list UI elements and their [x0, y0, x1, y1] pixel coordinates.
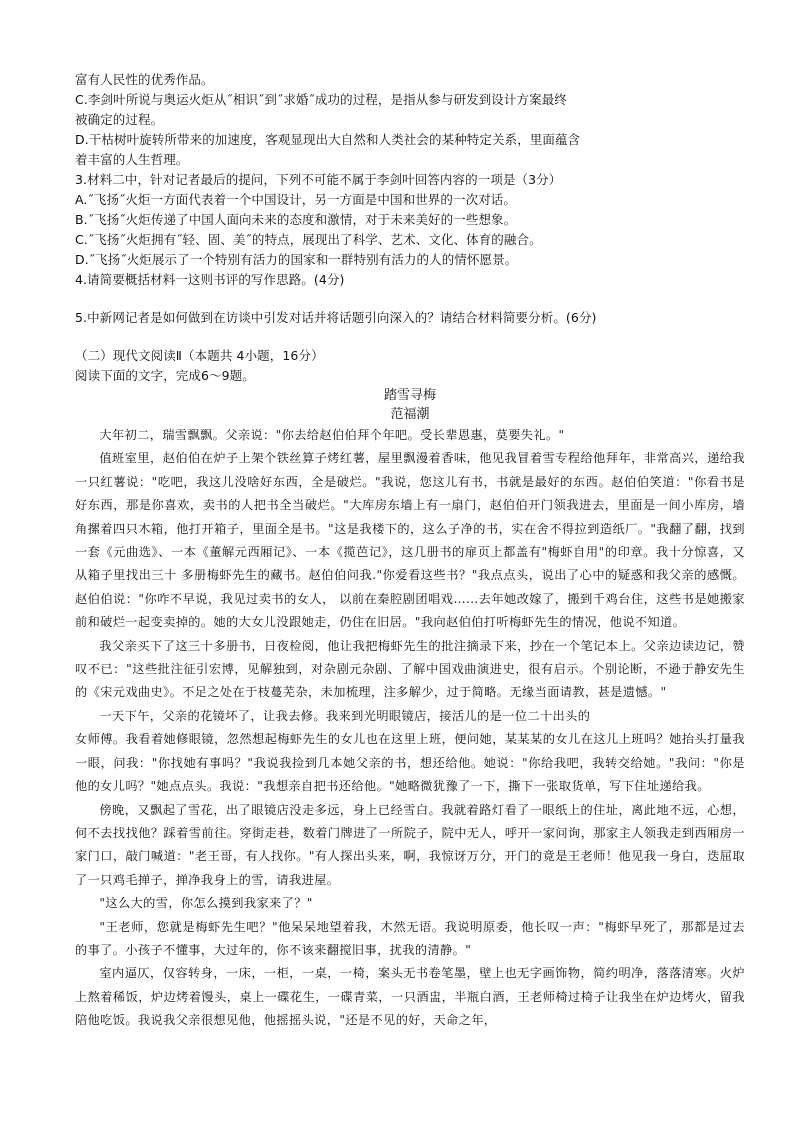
article-author: 范福潮: [390, 407, 430, 422]
question-line: 4.请简要概括材料一这则书评的写作思路。(4分): [75, 272, 345, 287]
article-paragraph: 傍晚，又飘起了雪花，出了眼镜店没走多远，身上已经雪白。我就着路灯看了一眼纸上的住址，离此地不远，心想，何不去找找他？踩着雪前往。穿街走巷，数着门牌进了一所院子，院中无人，呼开一家问询，那家主人领我走到西厢房一家门口，敲门喊道："老王哥，有人找你。"有人探出头来，啊，我惊讶万分，开门的竟是王老师！他见我一身白，迭屈取了一只鸡毛掸子，掸净我身上的雪，请我进屋。: [75, 802, 745, 887]
article-paragraph: 女师傅。我看着她修眼镜，忽然想起梅虾先生的女儿也在这里上班，便问她，某某某的女儿在这儿上班吗？她抬头打量我一眼，问我："你找她有事吗？"我说我捡到几本她父亲的书，想还给他。她说："你给我吧，我转交给她。"我问："你是他的女儿吗？"她点点头。我说："我想亲自把书还给他。"她略微犹豫了一下，撕下一张取货单，写下住址递给我。: [75, 732, 745, 794]
article-paragraph: 室内逼仄，仅容转身，一床，一柜，一桌，一椅，案头无书卷笔墨，壁上也无字画饰物，简约明净，落落清寒。火炉上熬着稀饭，炉边烤着馒头，桌上一碟花生，一碟青菜，一只酒盅，半瓶白酒，王老师椅过椅子让我坐在炉边烤火，留我陪他吃饭。我说我父亲很想见他，他摇摇头说，"还是不见的好，天命之年，: [75, 966, 745, 1028]
article-paragraph: 一天下午，父亲的花镜坏了，让我去修。我来到光明眼镜店，接活儿的是一位二十出头的: [99, 708, 591, 723]
question-line: C.˝飞扬˝火炬拥有˝轻、固、美˝的特点，展现出了科学、艺术、文化、体育的融合。: [75, 232, 542, 247]
question-line: 被确定的过程。: [75, 112, 164, 127]
section-instruction: 阅读下面的文字，完成6～9题。: [75, 368, 255, 383]
article-title: 踏雪寻梅: [383, 388, 436, 403]
question-line: A.˝飞扬˝火炬一方面代表着一个中国设计，另一方面是中国和世界的一次对话。: [75, 192, 517, 207]
article-body: [75, 424, 745, 1033]
section-heading: （二）现代文阅读Ⅱ（本题共 4小题，16分）: [75, 348, 324, 363]
question-5: 5.中新网记者是如何做到在访谈中引发对话并将话题引向深入的？请结合材料简要分析。(6分): [75, 310, 597, 325]
question-line: 富有人民性的优秀作品。: [75, 72, 214, 87]
question-line: D.干枯树叶旋转所带来的加速度，客观显现出大自然和人类社会的某种特定关系，里面蕴含: [75, 132, 581, 147]
article-paragraph: 大年初二，瑞雪飘飘。父亲说："你去给赵伯伯拜个年吧。受长辈恩惠，莫要失礼。": [99, 428, 565, 442]
question-line: 3.材料二中，针对记者最后的提问，下列不可能不属于李剑叶回答内容的一项是（3分）: [75, 172, 562, 187]
question-line: D.˝飞扬˝火炬展示了一个特别有活力的国家和一群特别有活力的人的情怀愿景。: [75, 252, 518, 267]
question-line: C.李剑叶所说与奥运火炬从˝相识˝到˝求婚˝成功的过程，是指从参与研发到设计方案最终: [75, 92, 567, 107]
question-block: [75, 70, 745, 386]
article-paragraph: "这么大的雪，你怎么摸到我家来了？": [99, 896, 313, 911]
question-line: 着丰富的人生哲理。: [75, 152, 189, 167]
question-line: B.˝飞扬˝火炬传递了中国人面向未来的态度和激情，对于未来美好的一些想象。: [75, 212, 517, 227]
article-paragraph: 我父亲买下了这三十多册书，日夜检阅，他让我把梅虾先生的批注摘录下来，抄在一个笔记本上。父亲边读边记，赞叹不已："这些批注征引宏博，见解独到，对杂剧元杂剧、了解中国戏曲演进史，很有启示。个别论断，不逊于静安先生的《宋元戏曲史》。不足之处在于枝蔓芜杂，未加梳理，注多解少，过于简略。无缘当面请教，甚是遗憾。": [75, 638, 745, 700]
article-paragraph: 值班室里，赵伯伯在炉子上架个铁丝算子烤红薯，屋里飘漫着香味，他见我冒着雪专程给他拜年，非常高兴，递给我一只红薯说："吃吧，我这儿没啥好东西，全是破烂。"我说，您这儿有书，书就是最好的东西。赵伯伯笑道："你看书是好东西，那是你喜欢，卖书的人把书全当破烂。"大库房东墙上有一扇门，赵伯伯开门领我进去，里面是一间小库房，墙角摞着四只木箱，他打开箱子，里面全是书。"这是我楼下的，这么子净的书，实在舍不得拉到造纸厂。"我翻了翻，找到一套《元曲选》、一本《董解元西厢记》、一本《揽芭记》，这几册书的扉页上都盖有"梅虾自用"的印章。我十分惊喜，又从箱子里找出三十 多册梅虾先生的藏书。赵伯伯问我."你爱看这些书？"我点点头，说出了心中的疑惑和我父亲的感慨。赵伯伯说："你咋不早说，我见过卖书的女人， 以前在秦腔剧团唱戏……去年她改嫁了，搬到千鸡台住，这些书是她搬家前和破烂一起变卖掉的。她的大女儿没跟她走，仍住在旧居。"我向赵伯伯打听梅虾先生的情况，他说不知道。: [75, 451, 745, 630]
exam-page: [75, 70, 745, 1033]
article-paragraph: "王老师，您就是梅虾先生吧？"他呆呆地望着我，木然无语。我说明原委，他长叹一声："梅虾早死了，那都是过去的事了。小孩子不懂事，大过年的，你不该来翻搅旧事，扰我的清静。": [75, 919, 745, 957]
